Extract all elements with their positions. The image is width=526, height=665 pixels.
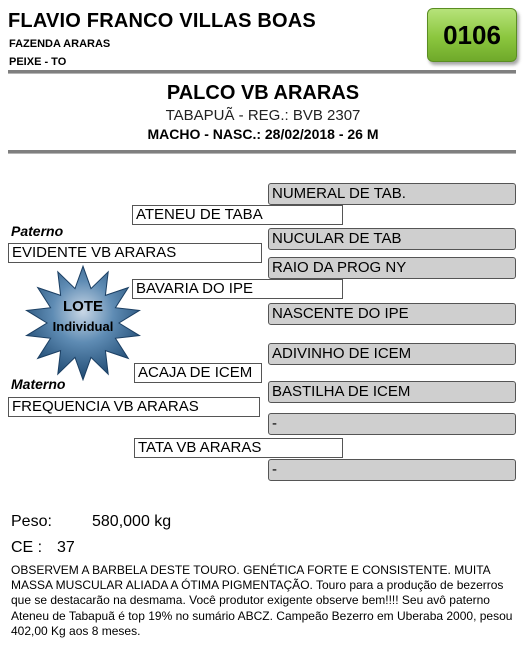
paterno-label: Paterno bbox=[11, 223, 64, 239]
animal-notes: OBSERVEM A BARBELA DESTE TOURO. GENÉTICA FORTE E CONSISTENTE. MUITA MASSA MUSCULAR ALIADA A ÓTIMA PIGMENTAÇÃO. Touro para a produção de bezerros que se destacarão na desmama. Você produtor exigente observe bem!!!! Seu avô paterno Ateneu de Tabapuã é top 19% no sumário ABCZ. Campeão Bezerro em Uberaba 2000, pesou 402,00 Kg aos 8 meses. bbox=[11, 563, 513, 638]
pedigree-dam: FREQUENCIA VB ARARAS bbox=[8, 397, 260, 417]
lot-number-badge: 0106 bbox=[427, 8, 517, 62]
pedigree-great-grandparent-6: BASTILHA DE ICEM bbox=[268, 381, 516, 403]
pedigree-great-grandparent-5: ADIVINHO DE ICEM bbox=[268, 343, 516, 365]
materno-label: Materno bbox=[11, 376, 66, 392]
pedigree-great-grandparent-1: NUMERAL DE TAB. bbox=[268, 183, 516, 205]
weight-value: 580,000 kg bbox=[92, 513, 172, 530]
weight-label: Peso: bbox=[11, 513, 52, 530]
pedigree-great-grandparent-4: NASCENTE DO IPE bbox=[268, 303, 516, 325]
scrotal-circumference-value: 37 bbox=[57, 539, 75, 556]
pedigree-great-grandparent-3: RAIO DA PROG NY bbox=[268, 257, 516, 279]
header-divider-shadow bbox=[8, 73, 516, 74]
pedigree-great-grandparent-2: NUCULAR DE TAB bbox=[268, 228, 516, 250]
scrotal-circumference-label: CE : bbox=[11, 539, 43, 556]
pedigree-sire: EVIDENTE VB ARARAS bbox=[8, 243, 262, 263]
pedigree-great-grandparent-7: - bbox=[268, 413, 516, 435]
pedigree-maternal-grandsire: ACAJA DE ICEM bbox=[134, 363, 262, 383]
farm-name: FAZENDA ARARAS bbox=[9, 38, 111, 50]
animal-name: PALCO VB ARARAS bbox=[166, 82, 360, 104]
pedigree-paternal-grandsire: ATENEU DE TABA bbox=[132, 205, 343, 225]
lote-badge-title: LOTE bbox=[63, 298, 103, 315]
pedigree-great-grandparent-8: - bbox=[268, 459, 516, 481]
lote-badge-subtitle: Individual bbox=[52, 319, 114, 334]
owner-name: FLAVIO FRANCO VILLAS BOAS bbox=[8, 10, 316, 32]
sex-birth-age: MACHO - NASC.: 28/02/2018 - 26 M bbox=[147, 126, 379, 142]
breed-registration: TABAPUÃ - REG.: BVB 2307 bbox=[165, 107, 361, 124]
section-divider-shadow bbox=[8, 153, 516, 154]
pedigree-paternal-granddam: BAVARIA DO IPE bbox=[132, 279, 343, 299]
pedigree-maternal-granddam: TATA VB ARARAS bbox=[134, 438, 343, 458]
farm-location: PEIXE - TO bbox=[9, 56, 67, 68]
